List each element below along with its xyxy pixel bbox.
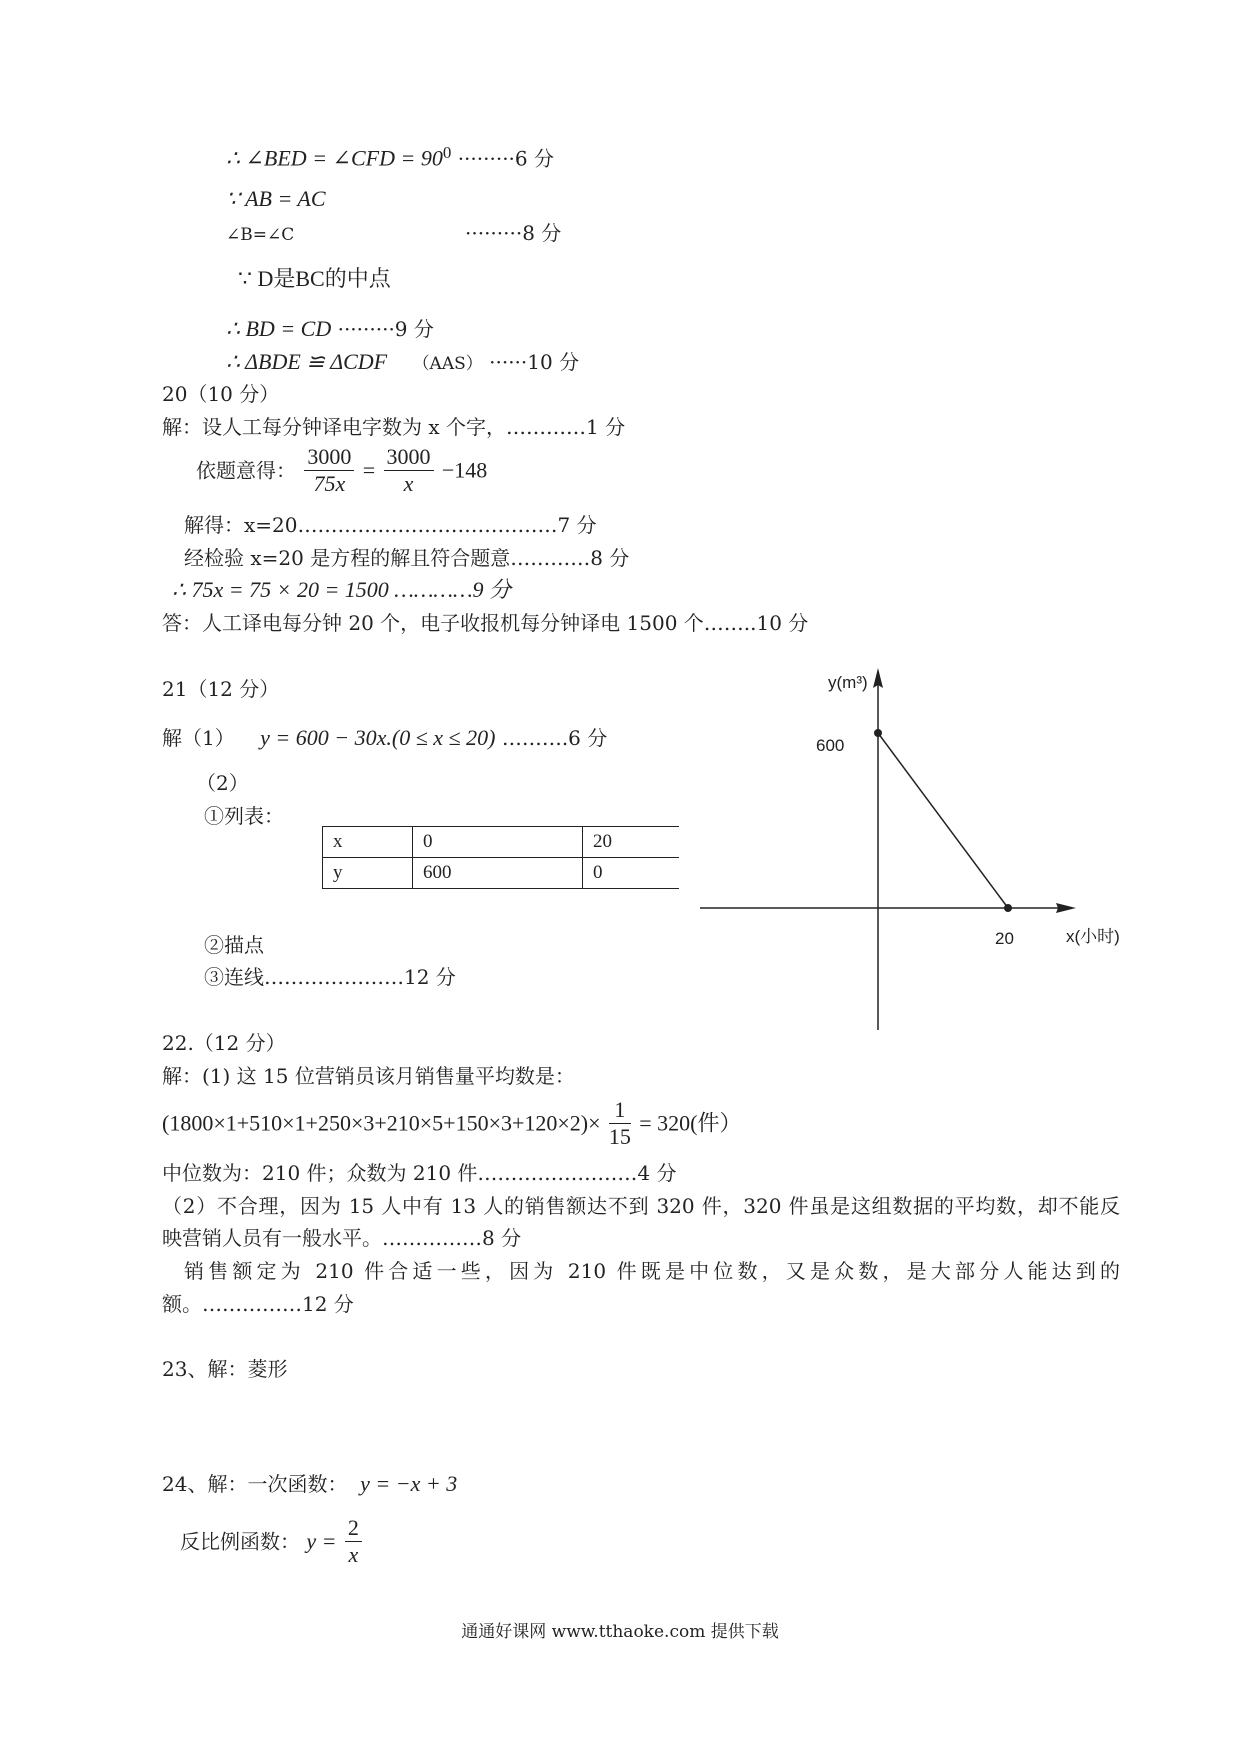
- line-graph: [700, 660, 1140, 1040]
- q19-angles-eq: ∴ ∠BED = ∠CFD = 90: [226, 145, 443, 171]
- q20-frac2-den: x: [403, 471, 414, 496]
- q19-score-9: ·········9 分: [337, 317, 434, 341]
- data-point: [874, 729, 882, 737]
- q21-part1-score: ……….6 分: [501, 726, 608, 750]
- y-axis-label: y(m³): [828, 673, 868, 692]
- q19-line-angles: [226, 140, 554, 172]
- table-cell: 20: [583, 827, 679, 858]
- q19-angle-b-c: ∠B=∠C: [226, 225, 295, 245]
- q21-part1-eq: y = 600 − 30x.(0 ≤ x ≤ 20): [260, 725, 496, 750]
- q20-eq-label: 依题意得：: [196, 458, 296, 483]
- q20-line-answer: 答：人工译电每分钟 20 个，电子收报机每分钟译电 1500 个……..10 分: [162, 611, 809, 635]
- series-line: [878, 733, 1008, 908]
- q20-fraction-1: [304, 444, 354, 497]
- q22-para2: 销售额定为 210 件合适一些，因为 210 件既是中位数，又是众数，是大部分人能达到的: [184, 1259, 1120, 1283]
- q22-fraction: [609, 1097, 631, 1150]
- table-row: [323, 858, 679, 889]
- data-point: [1004, 904, 1012, 912]
- q20-line-check: 经检验 x=20 是方程的解且符合题意…………8 分: [184, 546, 630, 570]
- q20-eq-tail: −148: [441, 457, 488, 483]
- x-axis-label: x(小时): [1066, 927, 1120, 946]
- q21-part1: [162, 725, 607, 751]
- q21-step1: ①列表：: [204, 804, 284, 828]
- table-cell: x: [323, 827, 413, 858]
- q22-frac-num: 1: [609, 1097, 631, 1124]
- q20-header: 20（10 分）: [162, 382, 280, 406]
- table-cell: 0: [413, 827, 583, 858]
- q24-fraction: [345, 1515, 362, 1568]
- y-axis-arrow: [873, 668, 883, 688]
- q21-step3: ③连线…………………12 分: [204, 965, 456, 989]
- q20-frac1-num: 3000: [304, 444, 354, 471]
- q24-frac-num: 2: [345, 1515, 362, 1542]
- q20-frac1-den: 75x: [313, 471, 346, 496]
- q19-score-10: ······10 分: [489, 350, 580, 374]
- series-layer: [874, 729, 1012, 912]
- q22-expr-right: = 320(件）: [639, 1110, 742, 1136]
- q19-line-ab-ac: ∵ AB = AC: [226, 186, 326, 211]
- table-row: [323, 827, 679, 858]
- q24-linear-eq: y = −x + 3: [360, 1471, 458, 1496]
- q19-line-midpoint: ∵ D是BC的中点: [238, 266, 391, 291]
- q21-header: 21（12 分）: [162, 677, 280, 701]
- q22-para1-cont: 映营销人员有一般水平。……………8 分: [162, 1226, 522, 1250]
- q20-fraction-2: [384, 444, 434, 497]
- q24-linear-label: 24、解：一次函数：: [162, 1472, 348, 1496]
- q20-line-solution: 解得：x=20…………………………………7 分: [184, 513, 597, 537]
- q22-para1: （2）不合理，因为 15 人中有 13 人的销售额达不到 320 件，320 件虽是这组数据的平均数，却不能反: [162, 1194, 1120, 1218]
- table-cell: 0: [583, 858, 679, 889]
- q23-line: 23、解：菱形: [162, 1357, 288, 1381]
- q24-inverse-label: 反比例函数：: [180, 1529, 300, 1554]
- x-axis-arrow: [1056, 903, 1076, 913]
- q19-score-6: ·········6 分: [457, 146, 554, 171]
- q20-line-result: ∴ 75x = 75 × 20 = 1500 …………9 分: [172, 577, 512, 602]
- q21-step2: ②描点: [204, 933, 264, 957]
- q19-bd-cd: ∴ BD = CD: [226, 316, 332, 341]
- q22-expr-left: (1800×1+510×1+250×3+210×5+150×3+120×2)×: [162, 1110, 601, 1136]
- q19-reason-aas: （AAS）: [412, 354, 483, 374]
- q21-part1-label: 解（1）: [162, 726, 235, 750]
- page-footer: 通通好课网 www.tthaoke.com 提供下载: [461, 1622, 779, 1642]
- q24-linear: [162, 1471, 457, 1497]
- table-cell: y: [323, 858, 413, 889]
- q19-line-bd-cd: [226, 316, 434, 342]
- q24-inverse-lhs: y =: [306, 1528, 337, 1554]
- q19-score-8: ·········8 分: [465, 221, 562, 245]
- q22-line-intro: 解：(1) 这 15 位营销员该月销售量平均数是：: [162, 1064, 575, 1088]
- q22-para2-cont: 额。……………12 分: [162, 1292, 354, 1316]
- q22-line-median: 中位数为：210 件；众数为 210 件……………………4 分: [162, 1161, 677, 1185]
- q21-part2: （2）: [196, 771, 249, 795]
- q22-expression: [162, 1097, 742, 1150]
- q19-line-angle-b-c: [226, 220, 294, 248]
- q20-line-setup: 解：设人工每分钟译电字数为 x 个字，…………1 分: [162, 415, 626, 439]
- x-tick-label: 20: [995, 929, 1014, 948]
- q20-frac2-num: 3000: [384, 444, 434, 471]
- q19-degree-sup: 0: [442, 143, 452, 162]
- q24-frac-den: x: [348, 1542, 359, 1567]
- q22-frac-den: 15: [608, 1124, 631, 1149]
- value-table: [322, 826, 679, 889]
- y-tick-label: 600: [816, 736, 845, 755]
- q20-eq-sign: =: [362, 457, 376, 483]
- q19-line-congruent: [226, 349, 579, 377]
- q19-congruent: ∴ ΔBDE ≌ ΔCDF: [226, 349, 388, 374]
- table-cell: 600: [413, 858, 583, 889]
- q24-inverse: [180, 1515, 364, 1568]
- q22-header: 22.（12 分）: [162, 1031, 286, 1055]
- q20-equation: [196, 444, 487, 497]
